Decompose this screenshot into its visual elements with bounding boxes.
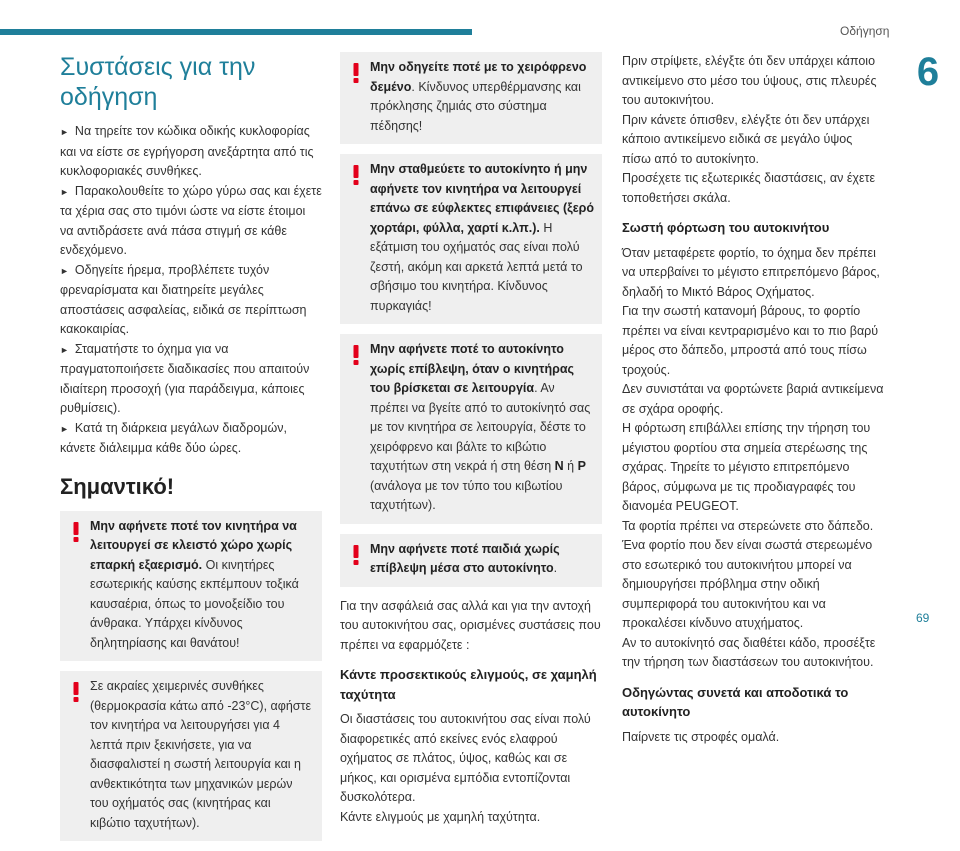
warning-text: Οι κινητήρες εσωτερικής καύσης εκπέμπουν τοξικά καυσαέρια, όπως το μονοξείδιο του άνθρακα. Υπάρχει κίνδυνος δηλητηρίασης και θανάτου! <box>90 557 299 650</box>
paragraph: Παίρνετε τις στροφές ομαλά. <box>622 729 780 744</box>
paragraph: Αν το αυτοκίνητό σας διαθέτει κάδο, προσέξτε την τήρηση των διαστάσεων του αυτοκινήτου. <box>622 635 876 669</box>
warning-exclamation-icon <box>348 164 364 186</box>
warning-box <box>340 154 602 324</box>
warning-exclamation-icon <box>348 544 364 566</box>
warning-bold-text: Μην σταθμεύετε το αυτοκίνητο ή μην αφήνετε τον κινητήρα να λειτουργεί επάνω σε εύφλεκτες επιφάνειες (ξερό χορτάρι, φύλλα, χαρτί κ.λπ.). <box>370 162 595 235</box>
warning-exclamation-icon <box>348 344 364 366</box>
bullet-item: ► Κατά τη διάρκεια μεγάλων διαδρομών, κάνετε διάλειμμα κάθε δύο ώρες. <box>60 420 287 455</box>
column-1 <box>60 52 322 851</box>
triangle-bullet-icon: ► <box>60 344 69 355</box>
warning-exclamation-icon <box>68 521 84 543</box>
paragraph: Πριν στρίψετε, ελέγξτε ότι δεν υπάρχει κάποιο αντικείμενο στο μέσο του ύψους, στις πλευρές του αυτοκινήτου. <box>622 54 877 107</box>
warning-box <box>340 52 602 144</box>
warning-bold-text: Μην οδηγείτε ποτέ με το χειρόφρενο δεμένο <box>370 60 587 94</box>
triangle-bullet-icon: ► <box>60 265 69 276</box>
warning-text: . <box>553 561 558 575</box>
paragraph: Τα φορτία πρέπει να στερεώνετε στο δάπεδο. <box>622 518 874 533</box>
paragraph: Για την σωστή κατανομή βάρους, το φορτίο πρέπει να είναι κεντραρισμένο και το πιο βαρύ μέρος στο δάπεδο, μπροστά από τους πίσω τροχούς. <box>622 304 879 377</box>
warning-exclamation-icon <box>348 62 364 84</box>
subheading-loading: Σωστή φόρτωση του αυτοκινήτου <box>622 220 830 235</box>
gear-position-p: P <box>577 459 586 473</box>
warning-text: . Κίνδυνος υπερθέρμανσης και πρόκλησης ζημιάς στο σύστημα πέδησης! <box>370 79 581 133</box>
paragraph: Κάντε ελιγμούς με χαμηλή ταχύτητα. <box>340 809 541 824</box>
warning-text: (ανάλογα με τον τύπο του κιβωτίου ταχυτήτων). <box>370 478 563 512</box>
intro-paragraph: Για την ασφάλειά σας αλλά και για την αντοχή του αυτοκινήτου σας, ορισμένες συστάσεις που πρέπει να εφαρμόζετε : <box>340 598 601 652</box>
chapter-number: 6 <box>916 50 940 94</box>
triangle-bullet-icon: ► <box>60 186 69 197</box>
warning-exclamation-icon <box>68 681 84 703</box>
subheading-maneuvers: Κάντε προσεκτικούς ελιγμούς, σε χαμηλή ταχύτητα <box>340 667 597 702</box>
bullet-item: ► Παρακολουθείτε το χώρο γύρω σας και έχετε τα χέρια σας στο τιμόνι ώστε να είστε έτοιμοι να αντιδράσετε ανά πάσα στιγμή σε κάθε ενδεχόμενο. <box>60 183 322 257</box>
paragraph: Όταν μεταφέρετε φορτίο, το όχημα δεν πρέπει να υπερβαίνει το μέγιστο επιτρεπόμενο βάρος, δηλαδή το Μικτό Βάρος Οχήματος. <box>622 245 880 299</box>
bullet-item: ► Σταματήστε το όχημα για να πραγματοποιήσετε διαδικασίες που απαιτούν ιδιαίτερη προσοχή (για παράδειγμα, κάποιες ρυθμίσεις). <box>60 341 310 415</box>
paragraph: Προσέχετε τις εξωτερικές διαστάσεις, αν έχετε τοποθετήσει σκάλα. <box>622 171 876 205</box>
warning-bold-text: Μην αφήνετε ποτέ παιδιά χωρίς επίβλεψη μέσα στο αυτοκίνητο <box>370 541 560 575</box>
warning-text: . Αν πρέπει να βγείτε από το αυτοκίνητό σας με τον κινητήρα σε λειτουργία, δέστε το χειρόφρενο και βάλτε το κιβώτιο ταχυτήτων στη νεκρά ή στη θέση <box>370 381 591 473</box>
warning-bold-text: Μην αφήνετε ποτέ τον κινητήρα να λειτουργεί σε κλειστό χώρο χωρίς επαρκή εξαερισμό. <box>90 518 297 572</box>
header-accent-bar <box>0 29 472 35</box>
warning-bold-text: Μην αφήνετε ποτέ το αυτοκίνητο χωρίς επίβλεψη, όταν ο κινητήρας του βρίσκεται σε λειτουργία <box>370 342 575 395</box>
column-2 <box>340 52 602 827</box>
bullet-item: ► Να τηρείτε τον κώδικα οδικής κυκλοφορίας και να είστε σε εγρήγορση ανεξάρτητα από τις κυκλοφοριακές συνθήκες. <box>60 124 314 178</box>
bullet-item: ► Οδηγείτε ήρεμα, προβλέπετε τυχόν φρεναρίσματα και διατηρείτε μεγάλες αποστάσεις ασφαλείας, ειδικά σε περίπτωση κακοκαιρίας. <box>60 262 307 336</box>
warning-box <box>340 534 602 587</box>
warning-box <box>60 671 322 841</box>
column-3 <box>622 52 884 747</box>
warning-text: ή <box>563 459 578 473</box>
paragraph: Δεν συνιστάται να φορτώνετε βαριά αντικείμενα σε σχάρα οροφής. <box>622 382 884 416</box>
triangle-bullet-icon: ► <box>60 423 69 434</box>
page-number: 69 <box>916 611 930 625</box>
warning-box <box>60 511 322 662</box>
page-title: Συστάσεις για την οδήγηση <box>60 53 256 111</box>
warning-box <box>340 334 602 524</box>
paragraph: Πριν κάνετε όπισθεν, ελέγξτε ότι δεν υπάρχει κάποιο αντικείμενο ειδικά σε μεγάλο ύψος πίσω από το αυτοκίνητο. <box>622 112 870 166</box>
paragraph: Οι διαστάσεις του αυτοκινήτου σας είναι πολύ διαφορετικές από εκείνες ενός ελαφρού οχήματος σε πλάτος, ύψος, καθώς και σε μήκος, και ορισμένα εμπόδια εντοπίζονται δυσκολότερα. <box>340 712 591 804</box>
gear-position-n: N <box>554 459 564 473</box>
subheading-eco-driving: Οδηγώντας συνετά και αποδοτικά το αυτοκίνητο <box>622 684 849 719</box>
section-title: Οδήγηση <box>840 24 890 38</box>
important-heading: Σημαντικό! <box>60 473 175 499</box>
triangle-bullet-icon: ► <box>60 127 69 137</box>
warning-text: Η εξάτμιση του οχήματός σας είναι πολύ ζεστή, ακόμη και αρκετά λεπτά μετά το σβήσιμο του κινητήρα. Κίνδυνος πυρκαγιάς! <box>370 220 583 313</box>
paragraph: Η φόρτωση επιβάλλει επίσης την τήρηση του μέγιστου φορτίου στα σημεία στερέωσης της σχάρας. Τηρείτε το μέγιστο επιτρεπόμενο βάρος, σύμφωνα με τις προδιαγραφές του διανομέα PEUGEOT. <box>622 421 871 513</box>
warning-text: Σε ακραίες χειμερινές συνθήκες (θερμοκρασία κάτω από -23°C), αφήστε τον κινητήρα να λειτουργήσει για 4 λεπτά πριν ξεκινήσετε, για να διασφαλιστεί η σωστή λειτουργία και η ανθεκτικότητα των μηχανικών μερών του οχήματός σας (κινητήρας και κιβώτιο ταχυτήτων). <box>90 679 312 830</box>
paragraph: Ένα φορτίο που δεν είναι σωστά στερεωμένο στο εσωτερικό του αυτοκινήτου μπορεί να δημιουργήσει πρόβλημα στην οδική συμπεριφορά του αυτοκινήτου και να προκαλέσει κίνδυνο ατυχήματος. <box>622 538 873 630</box>
